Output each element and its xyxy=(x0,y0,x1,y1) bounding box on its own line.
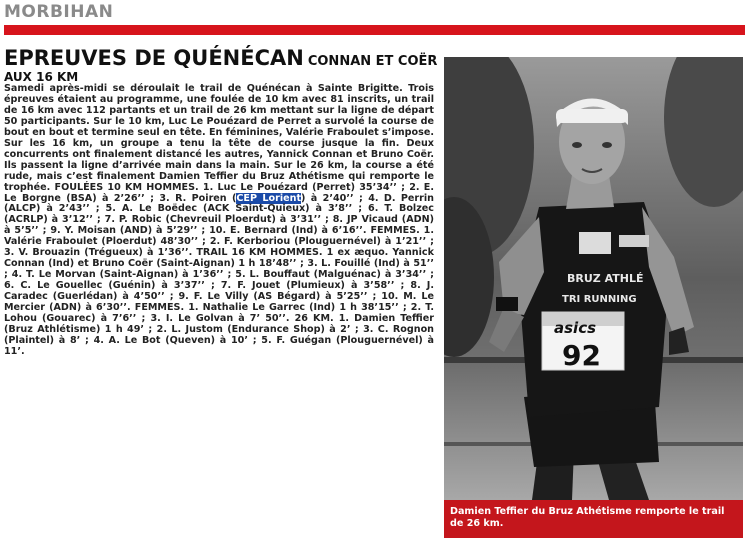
selected-text-highlight[interactable]: CEP Lorient xyxy=(236,192,302,204)
bib-brand: asics xyxy=(554,319,597,337)
article-body-part-1: Samedi après-midi se déroulait le trail de Quénécan à Sainte Brigitte. Trois épreuves étaient au programme, une foulée de 10 km avec 81 inscrits, un trail de 16 km avec 112 partants et un trail de 26 km mettant sur la ligne de départ 50 participants. Sur le 10 km, Luc Le Pouézard de Perret a survolé la course de bout en bout et termine seul en tête. En féminines, Valérie Fraboulet s’impose. Sur les 16 km, un groupe a tenu la tête de course jusque la fin. Deux concurrents ont finalement distancé les autres, Yannick Connan et Bruno Coër. Ils passent la ligne d’arrivée main dans la main. Sur le 26 km, la course a été rude, mais c’est finalement Damien Teffier du Bruz Athétisme qui remporte le trophée. FOULÉES 10 KM HOMMES. 1. Luc Le Pouézard (Perret) 35’34’’ ; 2. E. Le Borgne (BSA) à 2’26’’ ; 3. R. Poiren ( xyxy=(4,83,434,204)
section-divider-bar xyxy=(4,25,745,35)
race-bib xyxy=(542,312,624,372)
runner-photo xyxy=(444,57,743,500)
article-subtitle: AUX 16 KM xyxy=(4,70,79,84)
jersey-text-2: TRI RUNNING xyxy=(562,294,637,305)
jersey-text-1: BRUZ ATHLÉ xyxy=(567,272,644,285)
section-label: MORBIHAN xyxy=(4,2,114,22)
article-title-suffix: CONNAN ET COËR xyxy=(307,54,438,69)
article-title xyxy=(4,46,437,70)
caption-line-2: de 26 km. xyxy=(450,518,504,529)
photo-caption xyxy=(444,500,743,538)
bib-number: 92 xyxy=(562,339,601,372)
article-body xyxy=(4,84,434,358)
article-title-main: EPREUVES DE QUÉNÉCAN xyxy=(4,46,304,70)
caption-line-1: Damien Teffier du Bruz Athétisme remporte le trail xyxy=(450,506,725,517)
article-body-part-2: ) à 2’40’’ ; 4. D. Perrin (ALCP) à 2’43’’ ; 5. A. Le Boëdec (ACK Saint-Quieux) à 3’8’’ ; 6. T. Bolzec (ACRLP) à 3’12’’ ; 7. P. Robic (Chevreuil Ploerdut) à 3’31’’ ; 8. JP Vicaud (ADN) à 5’5’’ ; 9. Y. Moisan (AND) à 5’29’’ ; 10. E. Bernard (Ind) à 6’16’’. FEMMES. 1. Valérie Fraboulet (Ploerdut) 48’30’’ ; 2. F. Kerboriou (Plouguernével) à 1’21’’ ; 3. V. Brouazin (Trégueux) à 1’36’’. TRAIL 16 KM HOMMES. 1 ex æquo. Yannick Connan (Ind) et Bruno Coër (Saint-Aignan) 1 h 18’48’’ ; 3. L. Fouillé (Ind) à 51’’ ; 4. T. Le Morvan (Saint-Aignan) à 1’36’’ ; 5. L. Bouffaut (Malguénac) à 3’34’’ ; 6. C. Le Gouellec (Guénin) à 3’37’’ ; 7. F. Jouet (Plumieux) à 3’58’’ ; 8. J. Caradec (Guerlédan) à 4’50’’ ; 9. F. Le Villy (AS Bégard) à 5’25’’ ; 10. M. Le Mercier (ADN) à 6’30’’. FEMMES. 1. Nathalie Le Garrec (Ind) 1 h 38’15’’ ; 2. T. Lohou (Gouarec) à 7’6’’ ; 3. I. Le Golvan à 7’ 50’’. 26 KM. 1. Damien Teffier (Bruz Athlétisme) 1 h 49’ ; 2. L. Justom (Endurance Shop) à 2’ ; 3. C. Rognon (Plaintel) à 8’ ; 4. A. Le Bot (Queven) à 10’ ; 5. F. Guégan (Plouguernével) à 11’. xyxy=(4,192,434,357)
